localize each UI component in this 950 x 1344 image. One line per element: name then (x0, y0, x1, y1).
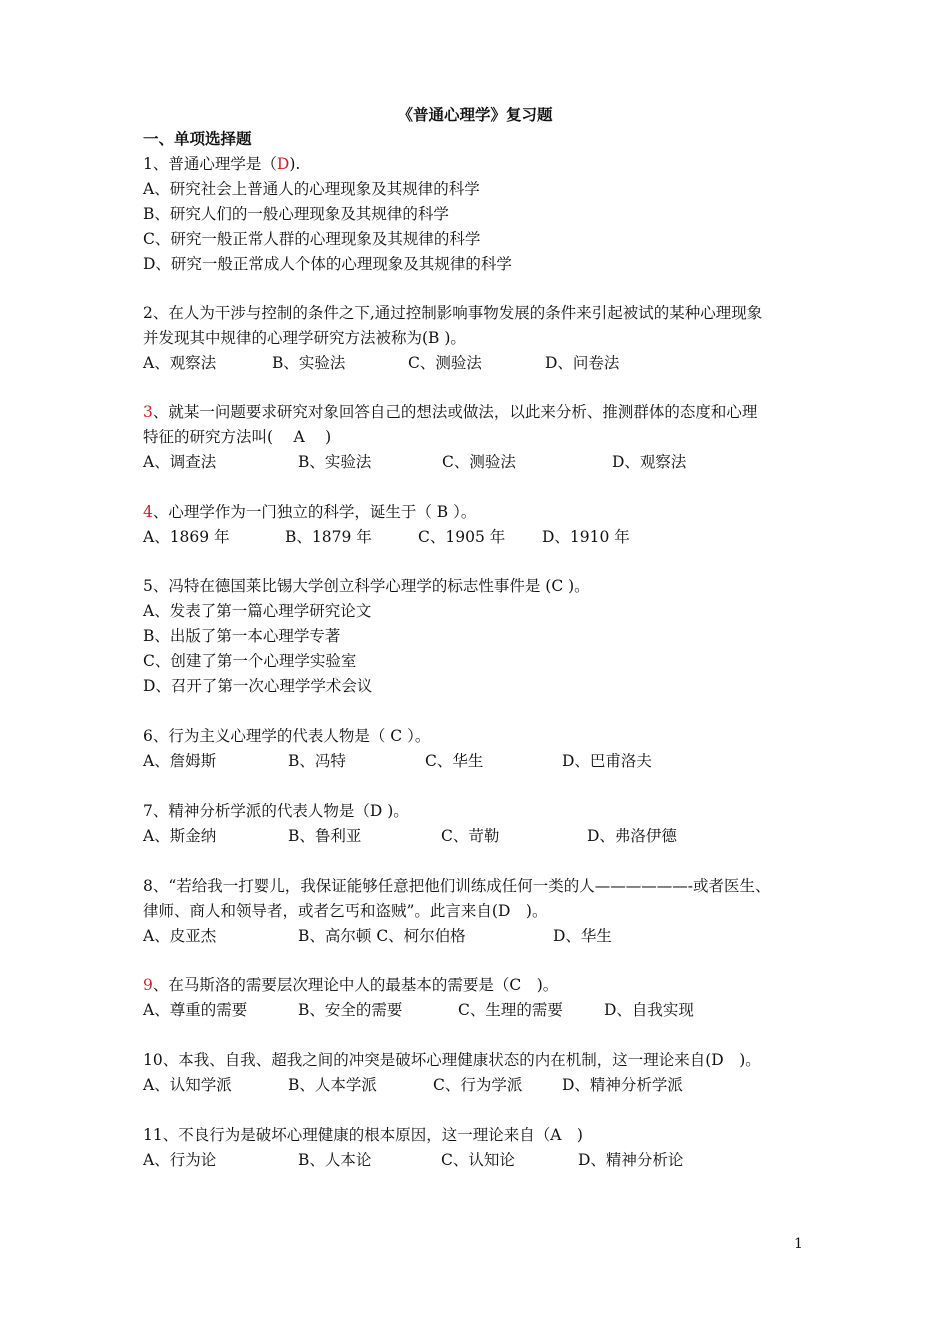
question-8 (143, 875, 771, 897)
question-11 (143, 1124, 583, 1146)
option-a: A、调查法 (143, 453, 217, 471)
question-number: 1 (143, 155, 153, 173)
option-a: A、尊重的需要 (143, 1001, 248, 1019)
question-text: 、在人为干涉与控制的条件之下,通过控制影响事物发展的条件来引起被试的某种心理现象 (152, 304, 763, 322)
section-heading: 一、单项选择题 (143, 129, 252, 148)
option-d: D、1910 年 (542, 528, 630, 546)
option-c: C、1905 年 (418, 528, 506, 546)
question-number: 4 (143, 503, 153, 521)
question-number: 6 (143, 727, 153, 745)
option-c: C、华生 (425, 752, 484, 770)
question-number: 10 (143, 1051, 163, 1069)
question-3 (143, 401, 757, 423)
option-a: A、认知学派 (143, 1076, 232, 1094)
answer-highlight: D (276, 155, 290, 173)
question-text: 、在马斯洛的需要层次理论中人的最基本的需要是（C )。 (152, 976, 559, 994)
question-1 (143, 153, 300, 175)
option-b-c: B、高尔顿 C、柯尔伯格 (298, 927, 466, 945)
option-b: B、出版了第一本心理学专著 (143, 627, 341, 645)
question-text: 、行为主义心理学的代表人物是（ C ）。 (152, 727, 431, 745)
question-number: 8 (143, 877, 153, 895)
question-text: 、精神分析学派的代表人物是（D )。 (152, 802, 409, 820)
question-9 (143, 974, 558, 996)
page-number: 1 (794, 1236, 803, 1252)
option-c: C、研究一般正常人群的心理现象及其规律的科学 (143, 230, 481, 248)
question-6 (143, 725, 430, 747)
option-a: A、行为论 (143, 1151, 217, 1169)
option-b: B、1879 年 (285, 528, 372, 546)
option-d: D、精神分析论 (578, 1151, 684, 1169)
option-d: D、华生 (553, 927, 612, 945)
option-a: A、发表了第一篇心理学研究论文 (143, 602, 372, 620)
question-number: 7 (143, 802, 153, 820)
question-7 (143, 800, 409, 822)
option-c: C、创建了第一个心理学实验室 (143, 652, 357, 670)
page-title: 《普通心理学》复习题 (397, 105, 553, 124)
question-text: 、普通心理学是（ (152, 155, 277, 173)
option-c: C、测验法 (442, 453, 516, 471)
question-2 (143, 302, 762, 324)
question-number: 9 (143, 976, 153, 994)
option-d: D、召开了第一次心理学学术会议 (143, 677, 373, 695)
option-b: B、研究人们的一般心理现象及其规律的科学 (143, 205, 449, 223)
option-d: D、观察法 (612, 453, 687, 471)
option-a: A、詹姆斯 (143, 752, 217, 770)
question-number: 3 (143, 403, 153, 421)
question-text: 、心理学作为一门独立的科学，诞生于（ B ）。 (152, 503, 477, 521)
question-4 (143, 501, 476, 523)
option-a: A、1869 年 (143, 528, 230, 546)
option-b: B、人本论 (298, 1151, 372, 1169)
option-c: C、行为学派 (433, 1076, 523, 1094)
option-d: D、问卷法 (545, 354, 620, 372)
option-d: D、精神分析学派 (562, 1076, 683, 1094)
option-a: A、斯金纳 (143, 827, 217, 845)
question-number: 11 (143, 1126, 163, 1144)
question-10 (143, 1049, 761, 1071)
question-text: 、不良行为是破坏心理健康的根本原因，这一理论来自（A ) (162, 1126, 583, 1144)
option-b: B、安全的需要 (298, 1001, 403, 1019)
option-c: C、生理的需要 (458, 1001, 563, 1019)
question-text-end: ). (289, 155, 301, 173)
question-text: 、就某一问题要求研究对象回答自己的想法或做法，以此来分析、推测群体的态度和心理 (152, 403, 758, 421)
option-d: D、自我实现 (604, 1001, 694, 1019)
option-b: B、鲁利亚 (288, 827, 362, 845)
option-d: D、弗洛伊德 (587, 827, 677, 845)
question-8-line2: 律师、商人和领导者，或者乞丐和盗贼”。此言来自(D )。 (143, 902, 548, 920)
question-number: 2 (143, 304, 153, 322)
question-3-line2: 特征的研究方法叫( A ) (143, 428, 332, 446)
question-2-line2: 并发现其中规律的心理学研究方法被称为(B )。 (143, 329, 466, 347)
question-text: 、“若给我一打婴儿，我保证能够任意把他们训练成任何一类的人——————-或者医生、 (152, 877, 771, 895)
option-b: B、实验法 (272, 354, 346, 372)
option-c: C、认知论 (441, 1151, 515, 1169)
question-text: 、本我、自我、超我之间的冲突是破坏心理健康状态的内在机制，这一理论来自(D )。 (162, 1051, 761, 1069)
option-a: A、观察法 (143, 354, 217, 372)
option-b: B、人本学派 (288, 1076, 377, 1094)
option-b: B、冯特 (288, 752, 346, 770)
option-c: C、测验法 (408, 354, 482, 372)
option-a: A、皮亚杰 (143, 927, 217, 945)
option-b: B、实验法 (298, 453, 372, 471)
option-a: A、研究社会上普通人的心理现象及其规律的科学 (143, 180, 480, 198)
question-5 (143, 575, 590, 597)
question-text: 、冯特在德国莱比锡大学创立科学心理学的标志性事件是 (C )。 (152, 577, 590, 595)
option-c: C、苛勒 (441, 827, 500, 845)
option-d: D、巴甫洛夫 (562, 752, 652, 770)
question-number: 5 (143, 577, 153, 595)
option-d: D、研究一般正常成人个体的心理现象及其规律的科学 (143, 255, 512, 273)
